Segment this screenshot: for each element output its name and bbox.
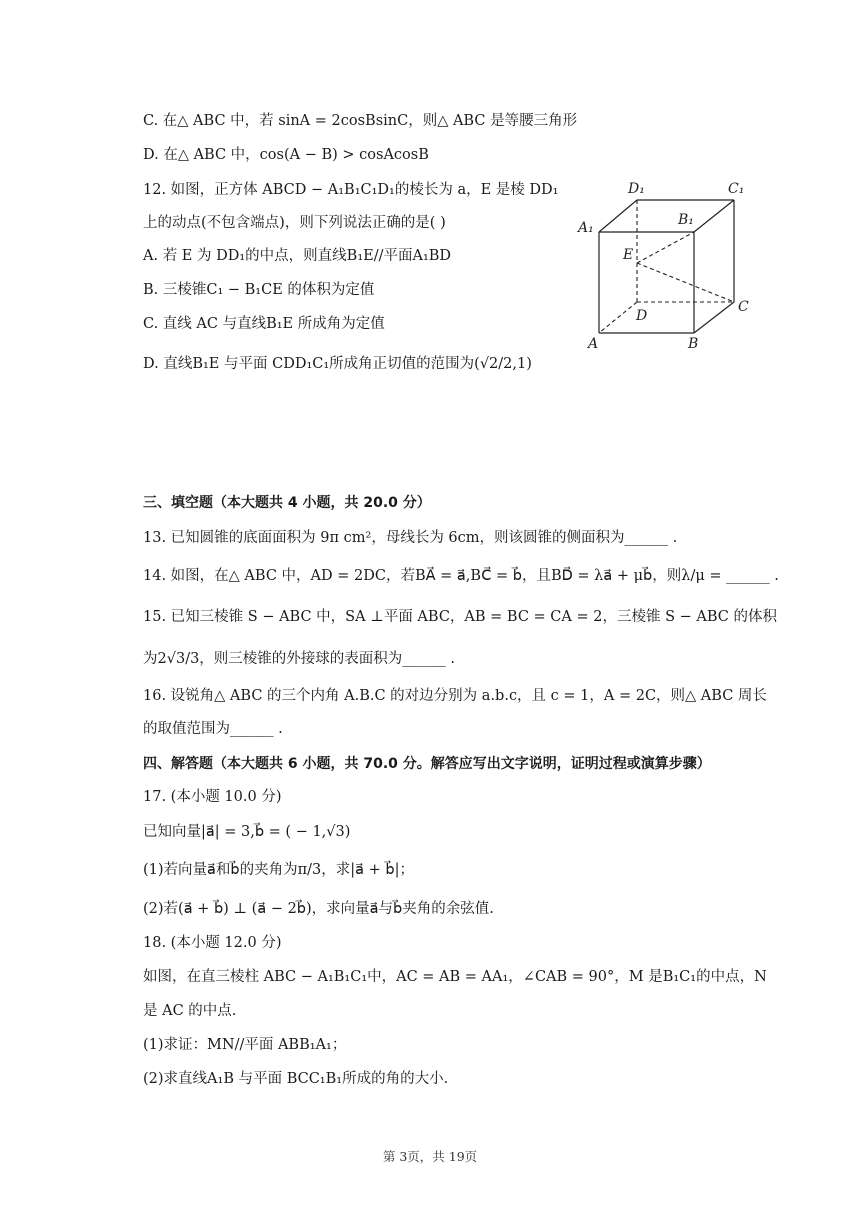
question-16: 16. 设锐角△ ABC 的三个内角 A.B.C 的对边分别为 a.b.c，且 c = 1，A = 2C，则△ ABC 周长 <box>143 688 767 704</box>
question-15-cont: 为2√3/3，则三棱锥的外接球的表面积为______ . <box>143 651 456 667</box>
edge-c-b <box>694 302 734 333</box>
label-b: B <box>688 336 699 352</box>
question-17-part-1: (1)若向量a⃗和b⃗的夹角为π/3，求|a⃗ + b⃗|； <box>143 862 414 878</box>
option-d-q12: D. 直线B₁E 与平面 CDD₁C₁所成角正切值的范围为(√2/2,1) <box>143 356 532 372</box>
label-b1: B₁ <box>678 212 694 228</box>
label-a1: A₁ <box>578 220 594 236</box>
question-13: 13. 已知圆锥的底面面积为 9π cm²，母线长为 6cm，则该圆锥的侧面积为______ . <box>143 530 678 546</box>
section-three-heading: 三、填空题（本大题共 4 小题，共 20.0 分） <box>143 495 431 511</box>
question-18-stem: 如图，在直三棱柱 ABC − A₁B₁C₁中，AC = AB = AA₁，∠CAB = 90°，M 是B₁C₁的中点，N <box>143 969 767 985</box>
question-12-stem: 12. 如图，正方体 ABCD − A₁B₁C₁D₁的棱长为 a，E 是棱 DD₁ <box>143 182 559 198</box>
option-c-q12: C. 直线 AC 与直线B₁E 所成角为定值 <box>143 316 385 332</box>
question-18-header: 18. (本小题 12.0 分) <box>143 935 282 951</box>
question-18-part-1: (1)求证：MN//平面 ABB₁A₁； <box>143 1037 347 1053</box>
cube-figure <box>574 176 754 356</box>
option-d-q11: D. 在△ ABC 中，cos(A − B) > cosAcosB <box>143 147 429 163</box>
label-e: E <box>623 247 634 263</box>
option-b-q12: B. 三棱锥C₁ − B₁CE 的体积为定值 <box>143 282 375 298</box>
segment-e-b1 <box>637 232 694 263</box>
edge-d-a <box>599 302 637 333</box>
question-16-cont: 的取值范围为______ . <box>143 721 283 737</box>
question-15: 15. 已知三棱锥 S − ABC 中，SA ⊥平面 ABC，AB = BC = CA = 2，三棱锥 S − ABC 的体积 <box>143 609 777 625</box>
edge-a1-d1 <box>599 200 637 232</box>
section-four-heading: 四、解答题（本大题共 6 小题，共 70.0 分。解答应写出文字说明，证明过程或演算步骤） <box>143 756 711 772</box>
question-14: 14. 如图，在△ ABC 中，AD = 2DC，若BA⃗ = a⃗,BC⃗ = b⃗，且BD⃗ = λa⃗ + μb⃗，则λ/μ = ______ . <box>143 568 779 584</box>
option-c-q11: C. 在△ ABC 中，若 sinA = 2cosBsinC，则△ ABC 是等腰三角形 <box>143 113 578 129</box>
question-12-stem-cont: 上的动点(不包含端点)，则下列说法正确的是( ) <box>143 215 446 231</box>
question-17-part-2: (2)若(a⃗ + b⃗) ⊥ (a⃗ − 2b⃗)，求向量a⃗与b⃗夹角的余弦值. <box>143 901 494 917</box>
label-c1: C₁ <box>728 181 745 197</box>
question-18-stem-cont: 是 AC 的中点. <box>143 1003 237 1019</box>
label-d: D <box>636 308 648 324</box>
page-footer: 第 3页，共 19页 <box>382 1149 478 1164</box>
segment-e-c <box>637 263 734 302</box>
label-d1: D₁ <box>628 181 645 197</box>
label-a: A <box>588 336 599 352</box>
question-17-given: 已知向量|a⃗| = 3,b⃗ = ( − 1,√3) <box>143 824 351 840</box>
question-18-part-2: (2)求直线A₁B 与平面 BCC₁B₁所成的角的大小. <box>143 1071 449 1087</box>
label-c: C <box>738 299 749 315</box>
question-17-header: 17. (本小题 10.0 分) <box>143 789 282 805</box>
option-a-q12: A. 若 E 为 DD₁的中点，则直线B₁E//平面A₁BD <box>143 248 452 264</box>
edge-c1-b1 <box>694 200 734 232</box>
